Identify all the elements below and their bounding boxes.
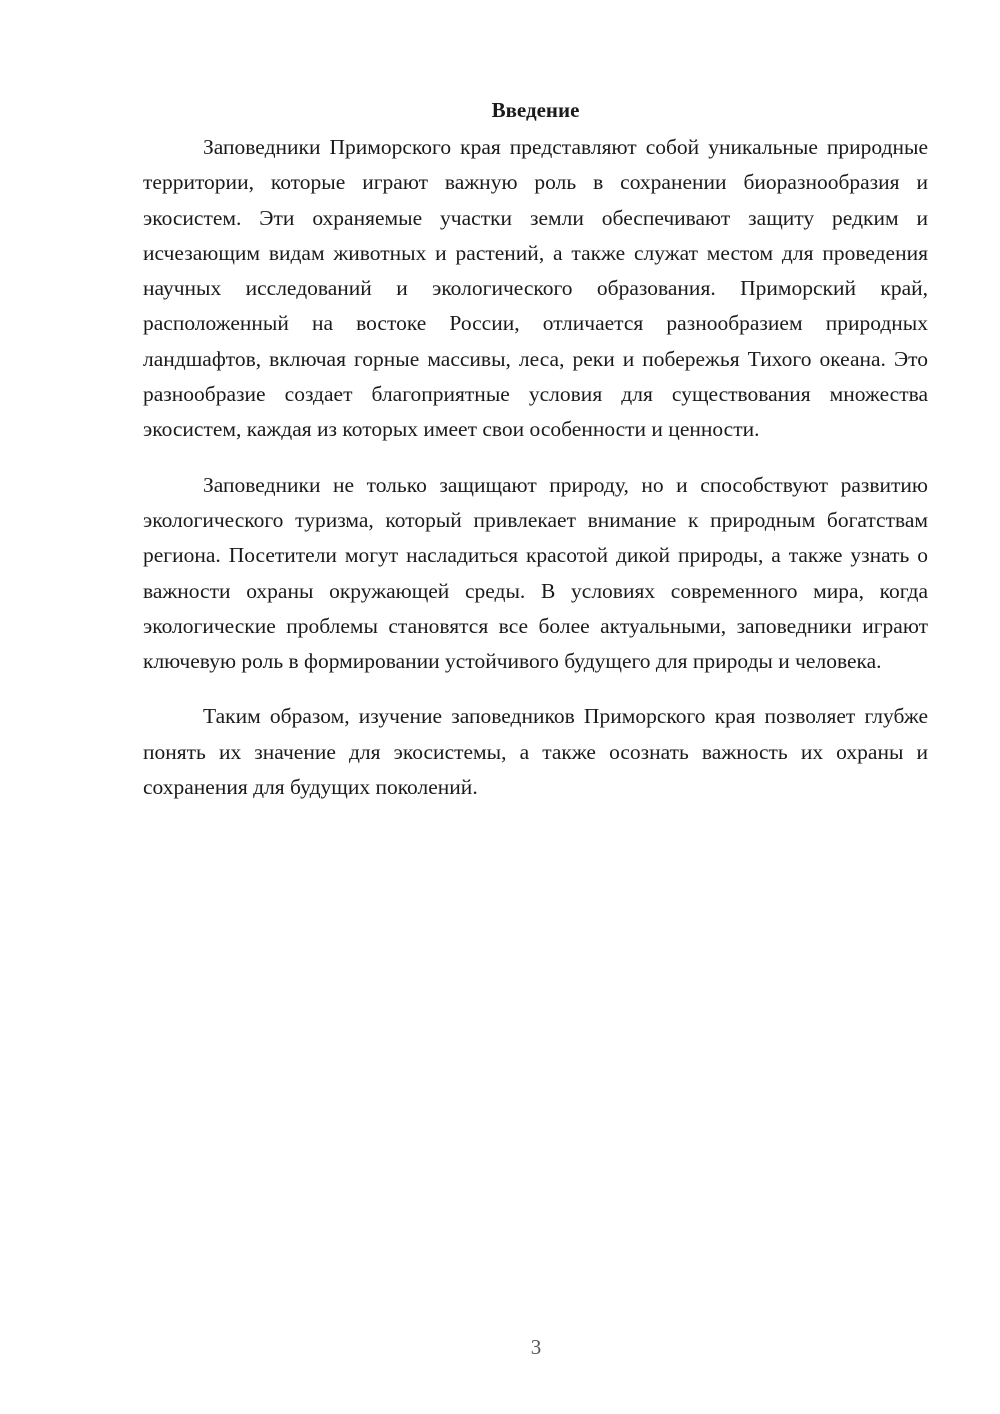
page-content <box>143 92 928 825</box>
page-number: 3 <box>530 1335 542 1359</box>
paragraph-1: Заповедники Приморского края представляют собой уникальные природные территории, которые играют важную роль в сохранении биоразнообразия и экосистем. Эти охраняемые участки земли обеспечивают защиту редким и исчезающим видам животных и растений, а также служат местом для проведения научных исследований и экологического образования. Приморский край, расположенный на востоке России, отличается разнообразием природных ландшафтов, включая горные массивы, леса, реки и побережья Тихого океана. Это разнообразие создает благоприятные условия для существования множества экосистем, каждая из которых имеет свои особенности и ценности. <box>143 135 928 442</box>
paragraph-3: Таким образом, изучение заповедников Приморского края позволяет глубже понять их значение для экосистемы, а также осознать важность их охраны и сохранения для будущих поколений. <box>143 704 928 800</box>
paragraph-2: Заповедники не только защищают природу, но и способствуют развитию экологического туризма, который привлекает внимание к природным богатствам региона. Посетители могут насладиться красотой дикой природы, а также узнать о важности охраны окружающей среды. В условиях современного мира, когда экологические проблемы становятся все более актуальными, заповедники играют ключевую роль в формировании устойчивого будущего для природы и человека. <box>143 472 928 674</box>
section-heading: Введение <box>491 98 580 122</box>
